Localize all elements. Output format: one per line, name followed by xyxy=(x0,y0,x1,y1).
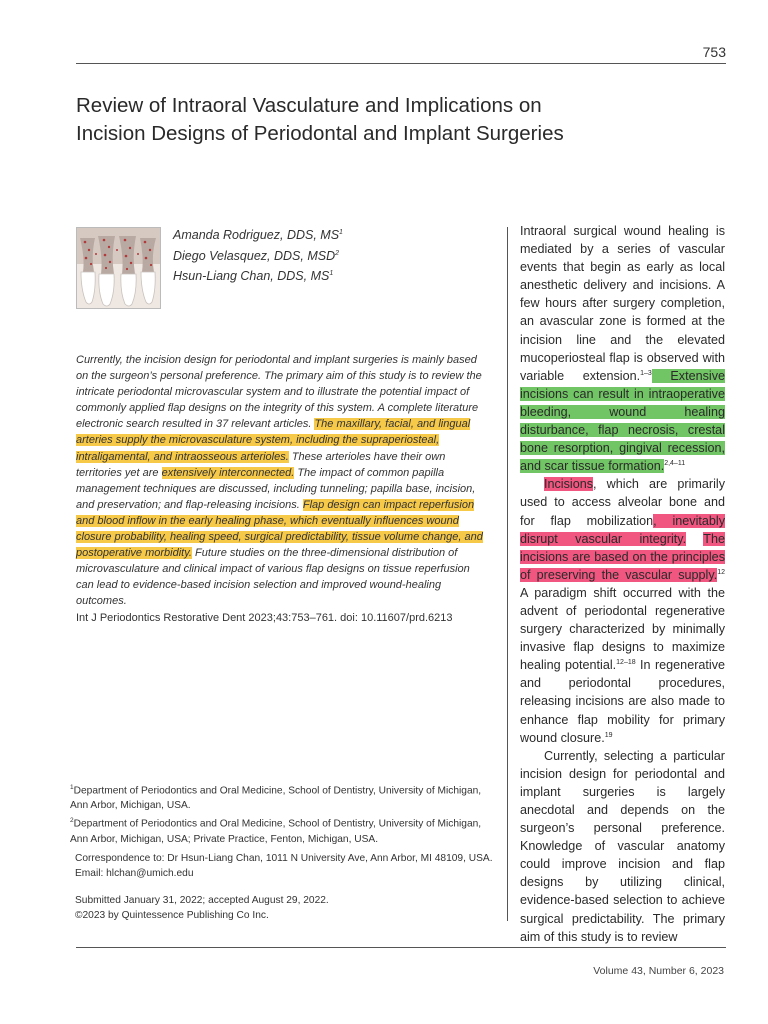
article-title xyxy=(76,92,716,148)
abstract xyxy=(76,352,490,626)
highlight-pink: , inevitably disrupt vascular integrity. xyxy=(520,513,725,546)
body-paragraph-1: Intraoral surgical wound healing is mediated by a series of vascular events that begin as early as local anesthetic delivery and incisions. A few hours after surgery completion, an avascular zone is formed at the incision line and the elevated mucoperiosteal flap is observed with variable extension.$^{1-3}$ Extensive incisions can result in intraoperative bleeding, wound healing disturbance, flap necrosis, crestal bone resorption, gingival recession, and scar tissue formation.$^{2,4-11}$ xyxy=(520,224,725,474)
body-paragraph-3: Currently, selecting a particular incision design for periodontal and implant surgeries is largely anecdotal and depends on the surgeon’s personal preference. Knowledge of vascular anatomy could improve incision and flap designs by utilizing clinical, evidence-based selection to achieve surgical predictability. The primary aim of this study is to review xyxy=(520,748,725,944)
body-paragraph-2: Incisions, which are primarily used to access alveolar bone and for flap mobilization, inevitably disrupt vascular integrity. The incisions are based on the principles of preserving the vascular supply.$^{12}$ A paradigm shift occurred with the advent of periodontal regenerative surgery characterized by minimally invasive flap designs to maximize healing potential.$^{12-18}$ In regenerative and periodontal procedures, releasing incisions are also made to enhance flap mobility for primary wound closure.$^{19}$ xyxy=(520,477,725,745)
correspondence-email[interactable]: Email: hlchan@umich.edu xyxy=(75,868,194,879)
author-2: Diego Velasquez, DDS, MSD$^2$ xyxy=(173,248,340,263)
footer-rule xyxy=(76,947,726,948)
reference-superscript: 1–3 xyxy=(640,369,652,377)
page-number: 753 xyxy=(702,44,726,60)
affiliation-2: $^2$Department of Periodontics and Oral Medicine, School of Dentistry, University of Michigan, Ann Arbor, Michigan, USA; Private Practice, Fenton, Michigan, USA. xyxy=(70,817,482,845)
highlight-green: Extensive incisions can result in intraoperative bleeding, wound healing disturbance, flap necrosis, crestal bone resorption, gingival recession, and scar tissue formation. xyxy=(520,368,725,474)
author-1: Amanda Rodriguez, DDS, $MS^1$ xyxy=(173,228,343,243)
abstract-citation: Int J Periodontics Restorative Dent 2023;43:753–761. doi: 10.11607/prd.6213 xyxy=(76,611,453,624)
reference-superscript: 19 xyxy=(604,731,613,739)
affiliations xyxy=(70,780,500,847)
affiliation-1: $^1$Department of Periodontics and Oral Medicine, School of Dentistry, University of Michigan, Ann Arbor, Michigan, USA. xyxy=(70,784,482,812)
reference-superscript: 12 xyxy=(717,568,725,576)
column-divider xyxy=(507,227,508,921)
body-column xyxy=(520,222,725,946)
highlight-pink: The incisions are based on the principles of preserving the vascular supply. xyxy=(520,531,725,582)
header-rule xyxy=(76,63,726,64)
reference-superscript: 12–18 xyxy=(616,659,636,667)
title-line-2: Incision Designs of Periodontal and Implant Surgeries xyxy=(76,122,564,145)
submission-info: Submitted January 31, 2022; accepted August 29, 2022. ©2023 by Quintessence Publishing Co Inc. xyxy=(75,895,329,921)
reference-superscript: 2,4–11 xyxy=(664,460,686,468)
correspondence: Correspondence to: Dr Hsun-Liang Chan, 1011 N University Ave, Ann Arbor, MI 48109, USA. Email: hlchan@umich.edu xyxy=(75,851,505,881)
teeth-illustration-svg xyxy=(77,228,160,308)
highlight-yellow: extensively interconnected. xyxy=(161,466,295,479)
author-list xyxy=(173,224,343,286)
highlight-yellow: The maxillary, facial, and lingual arteries supply the microvasculature system, including the supraperiosteal, intraligamental, and intraosseous arterioles. xyxy=(76,418,471,463)
abstract-text: Currently, the incision design for periodontal and implant surgeries is mainly based on the surgeon’s personal preference. The primary aim of this study is to review the intricate periodontal microvascular system and to illustrate the potential impact of commonly applied flap designs on the integrity of this system. A complete literature electronic search resulted in 37 relevant articles. The maxillary, facial, and lingual arteries supply the microvasculature system, including the supraperiosteal, intraligamental, and intraosseous arterioles. These arterioles have their own territories yet are extensively interconnected. The impact of common papilla management techniques are discussed, including tunneling; papilla base, incision, and preservation; and flap-releasing incisions. Flap design can impact reperfusion and blood inflow in the early healing phase, which eventually influences wound closure probability, healing speed, surgical predictability, tissue volume change, and postoperative morbidity. Future studies on the three-dimensional distribution of microvasculature and clinical impact of various flap designs on tissue reperfusion can lead to evidence-based incision selection and improved wound-healing outcomes. xyxy=(76,354,483,608)
title-line-1: Review of Intraoral Vasculature and Implications on xyxy=(76,94,542,117)
author-3: Hsun-Liang Chan, DDS, $MS^1$ xyxy=(173,269,334,284)
journal-footer: Volume 43, Number 6, 2023 xyxy=(593,965,724,977)
highlight-yellow: Flap design can impact reperfusion and blood inflow in the early healing phase, which eventually influences wound closure probability, healing speed, surgical predictability, tissue volume change, and postoperative morbidity. xyxy=(76,498,483,560)
teeth-vasculature-illustration xyxy=(76,227,161,309)
highlight-pink: Incisions xyxy=(544,477,593,492)
